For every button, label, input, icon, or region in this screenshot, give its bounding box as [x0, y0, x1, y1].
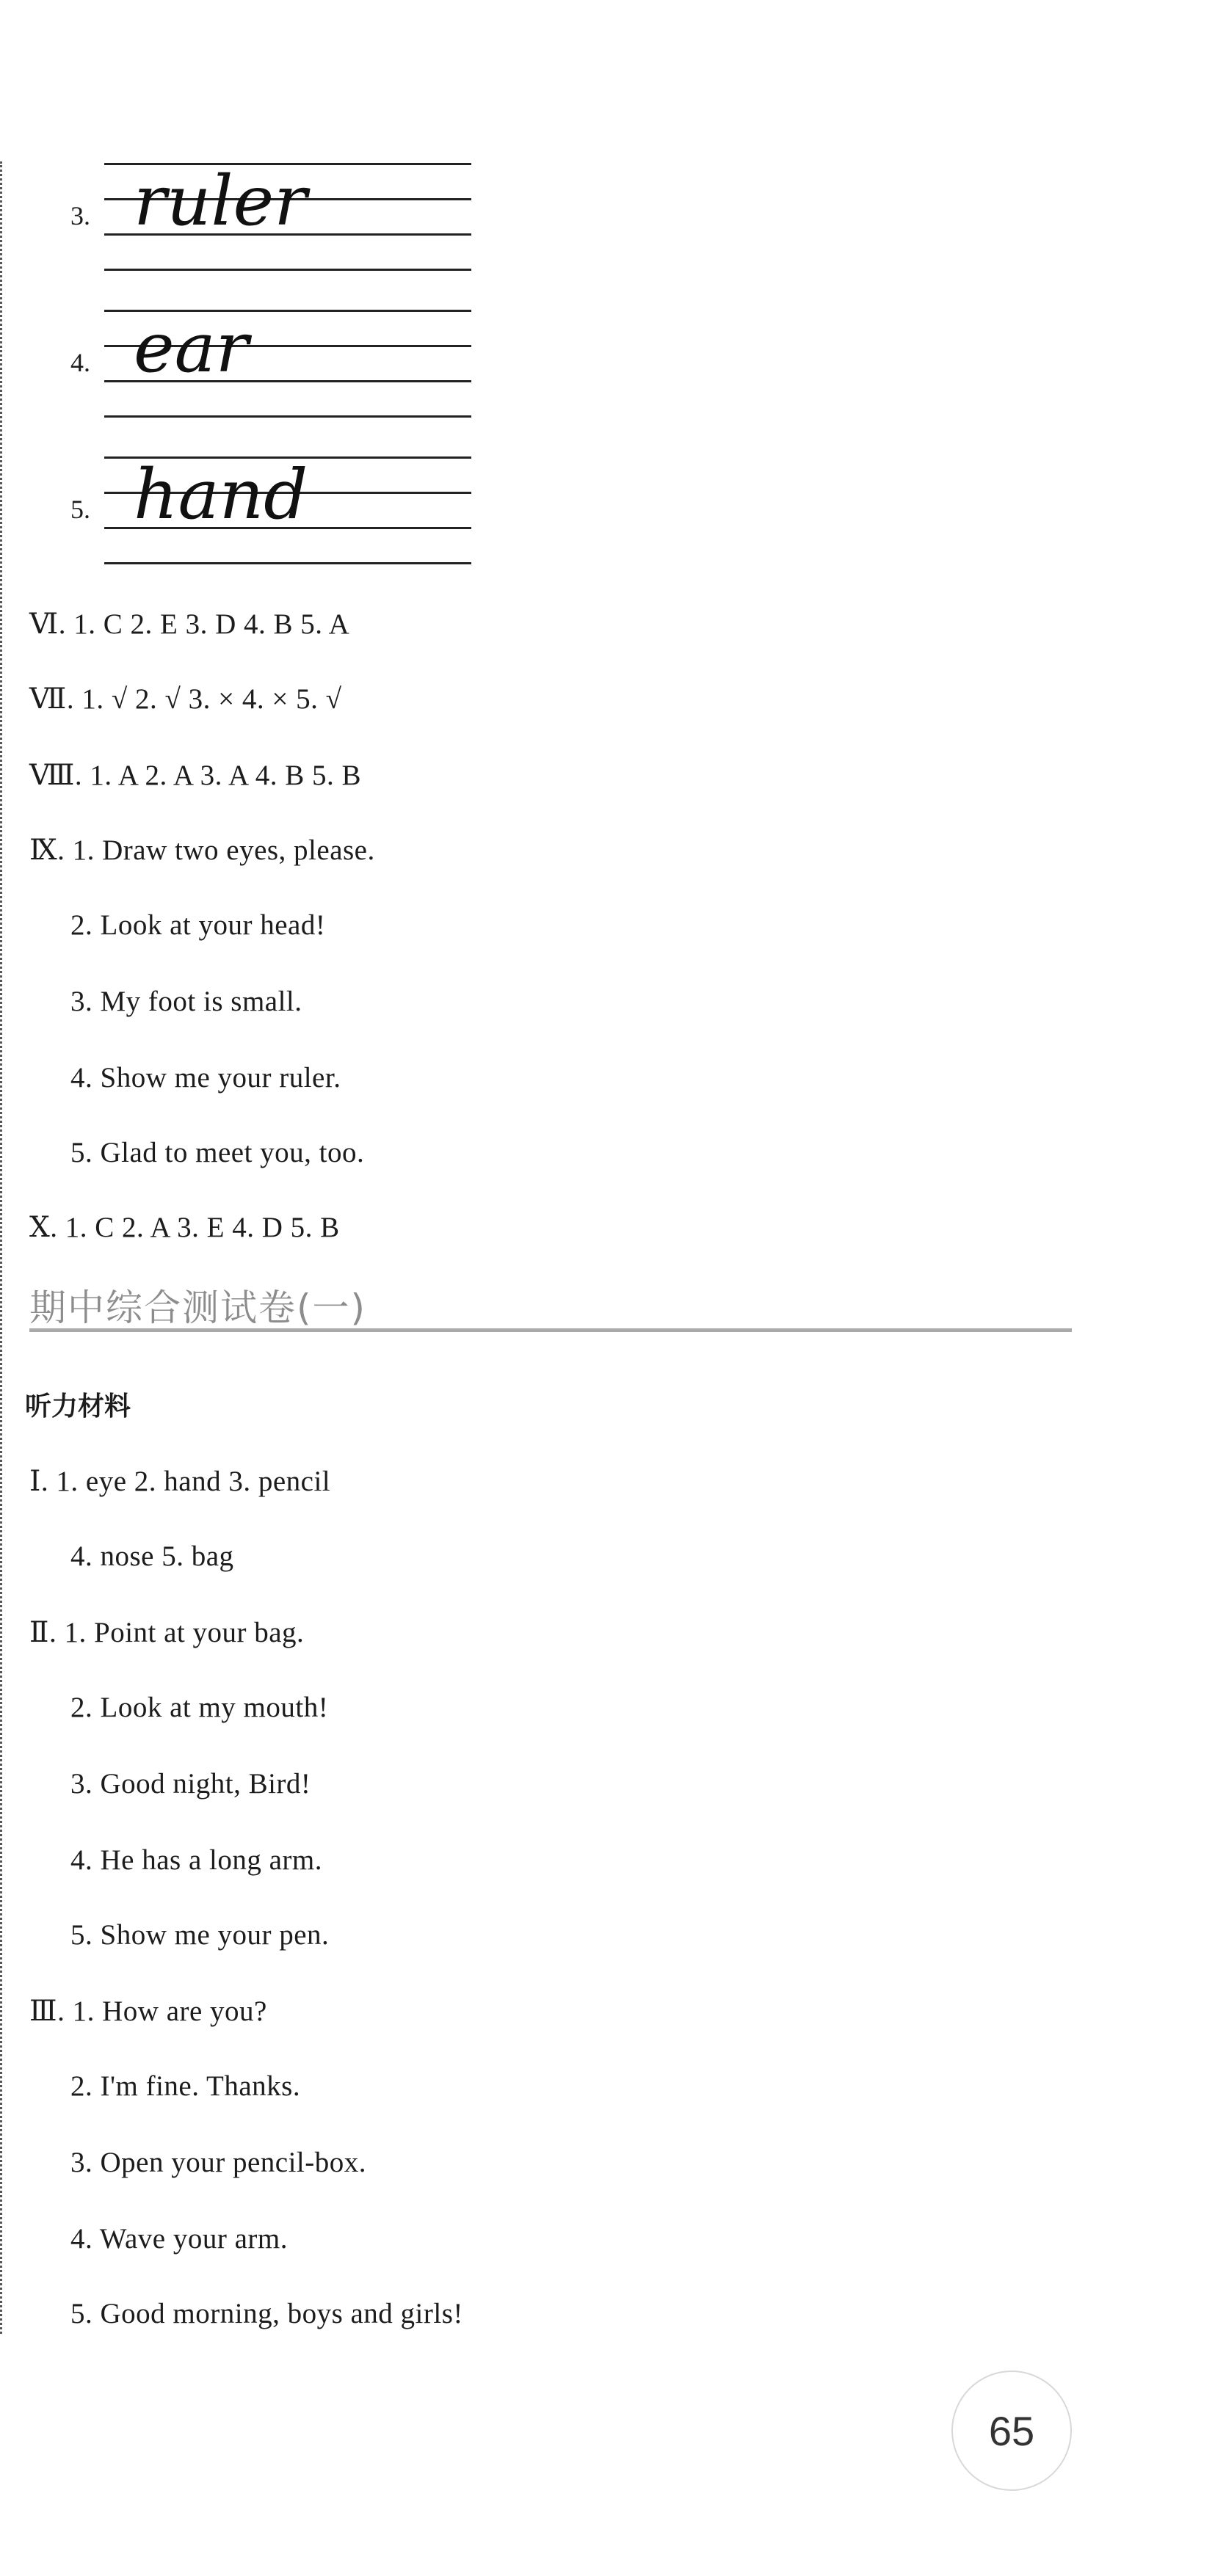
writing-line [104, 415, 471, 418]
handwritten-word: ear [134, 308, 249, 388]
writing-line [104, 562, 471, 564]
section-divider [29, 1328, 1072, 1332]
writing-item-number: 5. [70, 495, 90, 524]
listening-material-heading: 听力材料 [25, 1391, 131, 1422]
section-title: 期中综合测试卷(一) [29, 1287, 367, 1329]
listening-iii-line: 4. Wave your arm. [70, 2223, 288, 2255]
listening-ii-line: Ⅱ. 1. Point at your bag. [29, 1617, 305, 1648]
answer-vi: Ⅵ. 1. C 2. E 3. D 4. B 5. A [29, 608, 350, 640]
handwritten-word: ruler [134, 161, 308, 241]
writing-item-number: 4. [70, 348, 90, 377]
answer-ix-line: 5. Glad to meet you, too. [70, 1137, 365, 1168]
left-margin-border [0, 161, 2, 2334]
writing-item-number: 3. [70, 201, 90, 230]
listening-iii-line: Ⅲ. 1. How are you? [29, 1995, 267, 2027]
answer-vii: Ⅶ. 1. √ 2. √ 3. × 4. × 5. √ [29, 683, 342, 715]
handwritten-word: hand [134, 455, 308, 535]
listening-ii-line: 2. Look at my mouth! [70, 1692, 329, 1723]
listening-iii-line: 5. Good morning, boys and girls! [70, 2298, 463, 2329]
page-number: 65 [988, 2407, 1035, 2454]
answer-ix-line: Ⅸ. 1. Draw two eyes, please. [29, 834, 375, 866]
answer-ix-line: 3. My foot is small. [70, 986, 302, 1017]
answer-ix-line: 4. Show me your ruler. [70, 1062, 341, 1094]
answer-x: Ⅹ. 1. C 2. A 3. E 4. D 5. B [29, 1212, 340, 1243]
listening-ii-line: 5. Show me your pen. [70, 1919, 330, 1951]
listening-ii-line: 4. He has a long arm. [70, 1844, 322, 1876]
listening-ii-line: 3. Good night, Bird! [70, 1768, 311, 1800]
writing-line [104, 269, 471, 271]
listening-iii-line: 2. I'm fine. Thanks. [70, 2070, 301, 2102]
listening-i-line: Ⅰ. 1. eye 2. hand 3. pencil [29, 1466, 331, 1497]
answer-viii: Ⅷ. 1. A 2. A 3. A 4. B 5. B [29, 760, 362, 791]
page-number-badge [951, 2371, 1072, 2491]
listening-iii-line: 3. Open your pencil-box. [70, 2147, 366, 2178]
listening-i-line: 4. nose 5. bag [70, 1540, 234, 1572]
answer-ix-line: 2. Look at your head! [70, 909, 326, 941]
